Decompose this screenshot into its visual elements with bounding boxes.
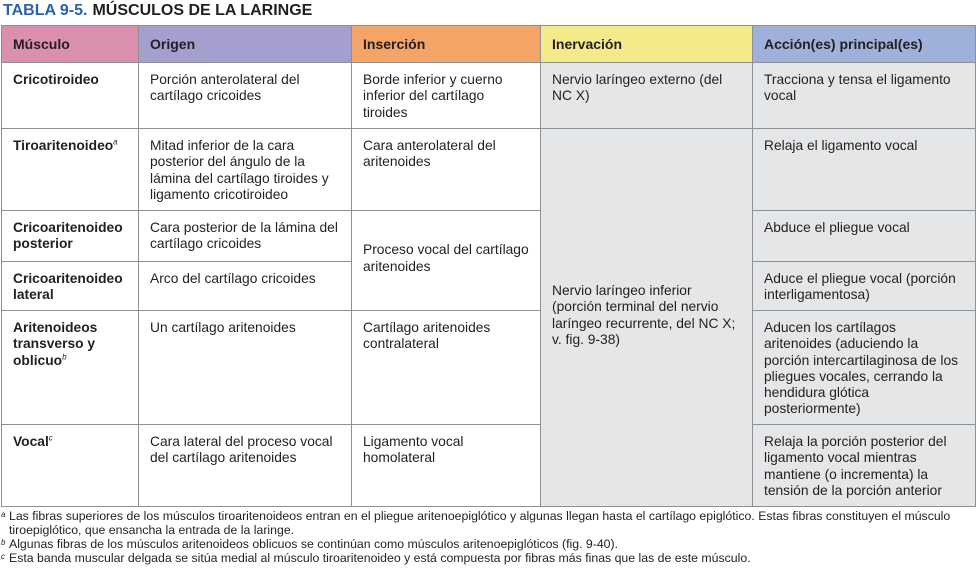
table-row xyxy=(2,211,976,262)
table-number: TABLA 9-5. xyxy=(3,2,88,19)
muscles-table xyxy=(1,25,976,507)
insertion-cell-shared: Proceso vocal del cartílago aritenoides xyxy=(352,211,541,311)
footnote-mark: b xyxy=(1,538,6,547)
origin-cell: Mitad inferior de la cara posterior del ángulo de la lámina del cartílago tiroides y ligamento cricotiroideo xyxy=(139,129,352,211)
table-row xyxy=(2,129,976,211)
footnote xyxy=(1,509,976,537)
header-musculo: Músculo xyxy=(2,26,139,63)
insertion-cell: Cartílago aritenoides contralateral xyxy=(352,311,541,425)
header-insercion: Inserción xyxy=(352,26,541,63)
muscle-name: Vocal$^c$ xyxy=(2,425,139,507)
footnotes xyxy=(1,509,976,565)
origin-cell: Arco del cartílago cricoides xyxy=(139,262,352,311)
footnote-mark: a xyxy=(113,137,118,147)
footnote-mark: c xyxy=(48,433,53,443)
action-cell: Relaja la porción posterior del ligamento vocal mientras mantiene (o incrementa) la tensión de la porción anterior xyxy=(753,425,976,507)
header-origen: Origen xyxy=(139,26,352,63)
muscle-name: Tiroaritenoideo$^a$ xyxy=(2,129,139,211)
table-name: MÚSCULOS DE LA LARINGE xyxy=(92,2,313,19)
footnote-text: Algunas fibras de los músculos aritenoideos oblicuos se continúan como músculos aritenoepiglóticos (fig. 9-40). xyxy=(9,537,619,551)
origin-cell: Cara lateral del proceso vocal del cartílago aritenoides xyxy=(139,425,352,507)
footnote-mark: c xyxy=(1,552,5,561)
header-row xyxy=(2,26,976,63)
table-title xyxy=(3,1,312,23)
action-cell: Abduce el pliegue vocal xyxy=(753,211,976,262)
table-row xyxy=(2,63,976,129)
origin-cell: Cara posterior de la lámina del cartílago cricoides xyxy=(139,211,352,262)
insertion-cell: Borde inferior y cuerno inferior del cartílago tiroides xyxy=(352,63,541,129)
table-row xyxy=(2,425,976,507)
muscle-name: Cricoaritenoideo lateral xyxy=(2,262,139,311)
muscle-name: Cricoaritenoideo posterior xyxy=(2,211,139,262)
innervation-cell: Nervio laríngeo externo (del NC X) xyxy=(541,63,753,129)
muscle-name: Cricotiroideo xyxy=(2,63,139,129)
header-accion: Acción(es) principal(es) xyxy=(753,26,976,63)
footnote-text: Esta banda muscular delgada se sitúa medial al músculo tiroaritenoideo y está compuesta por fibras más finas que las de este músculo. xyxy=(9,551,751,565)
footnote-mark: a xyxy=(1,510,6,519)
footnote xyxy=(1,537,976,551)
footnote xyxy=(1,551,976,565)
origin-cell: Porción anterolateral del cartílago cricoides xyxy=(139,63,352,129)
innervation-cell-shared: Nervio laríngeo inferior (porción terminal del nervio laríngeo recurrente, del NC X; v. fig. 9-38) xyxy=(541,129,753,507)
header-inervacion: Inervación xyxy=(541,26,753,63)
action-cell: Aducen los cartílagos aritenoides (aduciendo la porción intercartilaginosa de los pliegues vocales, cerrando la hendidura glótica posteriormente) xyxy=(753,311,976,425)
footnote-text: Las fibras superiores de los músculos tiroaritenoideos entran en el pliegue aritenoepiglótico y algunas llegan hasta el cartílago epiglótico. Estas fibras constituyen el músculo tiroepiglótico, que ensancha la entrada de la laringe. xyxy=(9,509,951,537)
action-cell: Tracciona y tensa el ligamento vocal xyxy=(753,63,976,129)
origin-cell: Un cartílago aritenoides xyxy=(139,311,352,425)
insertion-cell: Ligamento vocal homolateral xyxy=(352,425,541,507)
action-cell: Aduce el pliegue vocal (porción interligamentosa) xyxy=(753,262,976,311)
insertion-cell: Cara anterolateral del aritenoides xyxy=(352,129,541,211)
muscle-name: Aritenoideos transverso y oblicuo$^b$ xyxy=(2,311,139,425)
action-cell: Relaja el ligamento vocal xyxy=(753,129,976,211)
table-row xyxy=(2,311,976,425)
footnote-mark: b xyxy=(62,352,67,361)
